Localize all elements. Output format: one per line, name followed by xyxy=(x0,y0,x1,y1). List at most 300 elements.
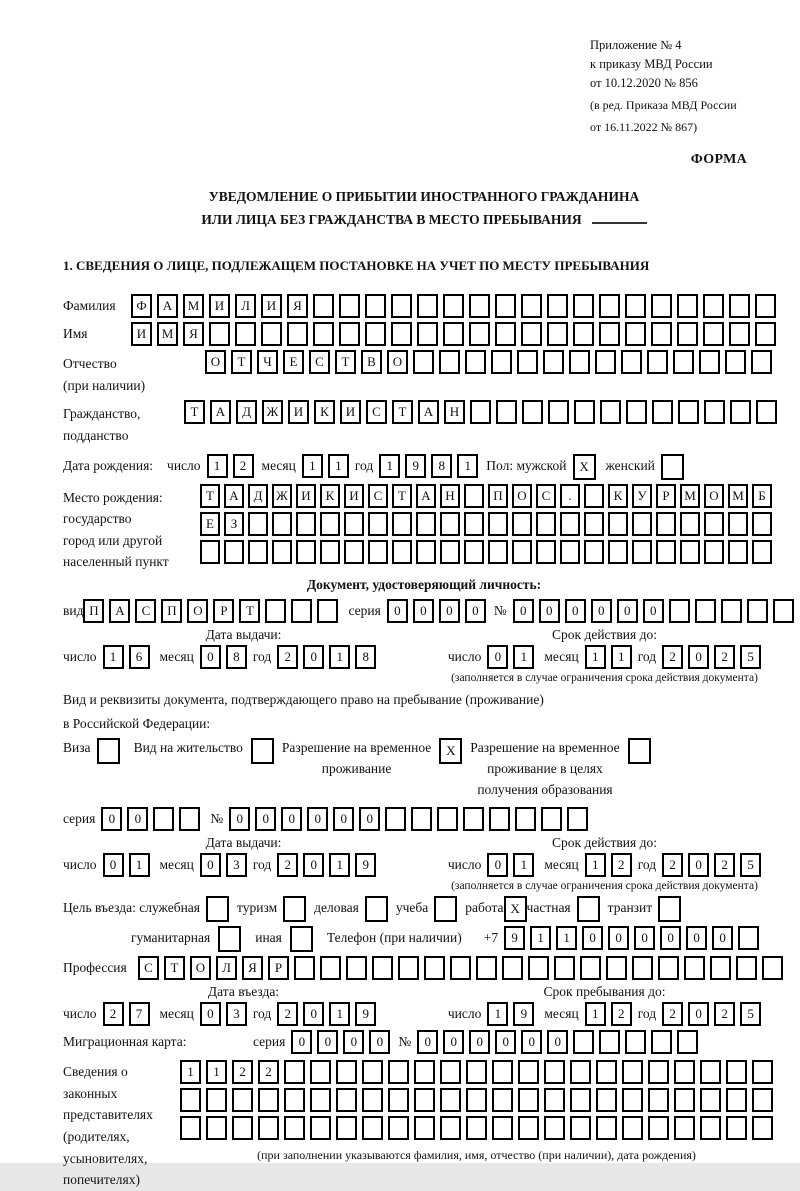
char-box: И xyxy=(344,484,364,508)
char-box: 0 xyxy=(200,853,221,877)
char-box xyxy=(515,807,536,831)
char-box xyxy=(417,294,438,318)
char-box xyxy=(577,896,600,922)
char-box: 0 xyxy=(303,1002,324,1026)
doc-valid-day-boxes xyxy=(487,645,534,669)
birth-place-line2 xyxy=(200,512,772,536)
char-box: У xyxy=(632,484,652,508)
char-box: П xyxy=(488,484,508,508)
char-box xyxy=(372,956,393,980)
doc-series-boxes xyxy=(387,599,486,623)
char-box: Л xyxy=(235,294,256,318)
purpose-other-checkbox xyxy=(290,926,313,952)
char-box xyxy=(647,350,668,374)
char-box: Е xyxy=(200,512,220,536)
char-box xyxy=(491,350,512,374)
char-box xyxy=(628,738,651,764)
char-box xyxy=(518,1088,539,1112)
stay-until-label: Срок пребывания до: xyxy=(543,984,666,1000)
char-box xyxy=(521,322,542,346)
char-box: 7 xyxy=(129,1002,150,1026)
char-box: С xyxy=(309,350,330,374)
char-box xyxy=(258,1116,279,1140)
char-box xyxy=(752,512,772,536)
char-box: 0 xyxy=(229,807,250,831)
char-box: 3 xyxy=(226,1002,247,1026)
char-box xyxy=(362,1116,383,1140)
char-box: 2 xyxy=(611,1002,632,1026)
char-box: Я xyxy=(287,294,308,318)
char-box xyxy=(434,896,457,922)
char-box xyxy=(518,1060,539,1084)
char-box: С xyxy=(135,599,156,623)
char-box: 1 xyxy=(585,853,606,877)
char-box: О xyxy=(704,484,724,508)
char-box xyxy=(651,294,672,318)
char-box: 1 xyxy=(487,1002,508,1026)
char-box xyxy=(599,294,620,318)
char-box xyxy=(440,1060,461,1084)
char-box xyxy=(673,350,694,374)
patronymic-boxes xyxy=(205,350,772,374)
permit-series-boxes xyxy=(101,807,200,831)
purpose-business-checkbox xyxy=(365,896,388,922)
char-box: Т xyxy=(200,484,220,508)
char-box: О xyxy=(205,350,226,374)
temp-permit-checkbox xyxy=(439,738,462,764)
char-box xyxy=(755,294,776,318)
char-box xyxy=(632,956,653,980)
char-box: Р xyxy=(268,956,289,980)
char-box: 8 xyxy=(226,645,247,669)
char-box: Т xyxy=(392,400,413,424)
char-box: П xyxy=(161,599,182,623)
mig-number-label: № xyxy=(398,1034,412,1050)
char-box xyxy=(652,400,673,424)
char-box xyxy=(496,400,517,424)
char-box: Т xyxy=(231,350,252,374)
char-box xyxy=(547,322,568,346)
char-box xyxy=(287,322,308,346)
char-box xyxy=(622,1088,643,1112)
entry-purpose-row xyxy=(63,896,785,922)
char-box xyxy=(388,1116,409,1140)
month-label: месяц xyxy=(159,648,194,664)
residence-doc-options-row xyxy=(63,738,785,801)
char-box xyxy=(536,512,556,536)
char-box: 9 xyxy=(513,1002,534,1026)
char-box xyxy=(622,1116,643,1140)
char-box xyxy=(489,807,510,831)
char-box xyxy=(738,926,759,950)
representatives-row xyxy=(63,1058,785,1191)
char-box xyxy=(762,956,783,980)
representatives-note: (при заполнении указываются фамилия, имя, отчество (при наличии), дата рождения) xyxy=(257,1148,696,1163)
month-label: месяц xyxy=(544,648,579,664)
char-box: О xyxy=(387,350,408,374)
doc-issue-month-boxes xyxy=(200,645,247,669)
char-box xyxy=(570,1088,591,1112)
permit-valid-year-boxes xyxy=(662,853,761,877)
surname-boxes xyxy=(131,294,776,318)
char-box: 2 xyxy=(662,1002,683,1026)
birth-place-city-label: город или другой xyxy=(63,532,163,548)
char-box xyxy=(368,512,388,536)
char-box xyxy=(248,512,268,536)
char-box xyxy=(658,956,679,980)
purpose-label: Цель въезда: служебная xyxy=(63,900,200,916)
char-box xyxy=(272,512,292,536)
char-box xyxy=(674,1060,695,1084)
char-box xyxy=(656,512,676,536)
doc-type-boxes xyxy=(83,599,338,623)
year-label: год xyxy=(252,857,272,873)
char-box xyxy=(570,1116,591,1140)
char-box xyxy=(704,540,724,564)
char-box: 6 xyxy=(129,645,150,669)
char-box xyxy=(656,540,676,564)
char-box xyxy=(320,512,340,536)
char-box: 0 xyxy=(617,599,638,623)
char-box: С xyxy=(138,956,159,980)
char-box: 0 xyxy=(688,1002,709,1026)
phone-label: Телефон (при наличии) xyxy=(326,930,462,946)
char-box xyxy=(622,1060,643,1084)
sex-female-checkbox xyxy=(661,454,684,480)
char-box xyxy=(414,1060,435,1084)
issue-date-label: Дата выдачи: xyxy=(205,626,282,642)
char-box: 0 xyxy=(127,807,148,831)
month-label: месяц xyxy=(544,857,579,873)
char-box xyxy=(466,1060,487,1084)
char-box xyxy=(440,1116,461,1140)
char-box: 0 xyxy=(359,807,380,831)
char-box xyxy=(661,454,684,480)
char-box xyxy=(464,512,484,536)
char-box: 2 xyxy=(714,645,735,669)
char-box xyxy=(684,956,705,980)
char-box: 1 xyxy=(302,454,323,478)
char-box: . xyxy=(560,484,580,508)
char-box xyxy=(573,322,594,346)
char-box: 1 xyxy=(129,853,150,877)
doc-number-label: № xyxy=(493,602,507,618)
char-box xyxy=(476,956,497,980)
char-box: 0 xyxy=(469,1030,490,1054)
char-box: 1 xyxy=(513,853,534,877)
char-box: Т xyxy=(392,484,412,508)
char-box xyxy=(522,400,543,424)
temp-permit-edu-label: Разрешение на временное проживание в целях получения образования xyxy=(470,740,620,798)
char-box: 1 xyxy=(329,645,350,669)
char-box: 0 xyxy=(465,599,486,623)
entry-date-col xyxy=(63,984,424,1026)
char-box xyxy=(362,1088,383,1112)
day-label: число xyxy=(63,648,97,664)
char-box xyxy=(392,512,412,536)
char-box xyxy=(417,322,438,346)
char-box: 0 xyxy=(565,599,586,623)
char-box xyxy=(560,540,580,564)
day-label: число xyxy=(447,648,482,664)
char-box xyxy=(512,540,532,564)
char-box xyxy=(465,350,486,374)
permit-valid-month-boxes xyxy=(585,853,632,877)
day-label: число xyxy=(447,857,482,873)
char-box: З xyxy=(224,512,244,536)
char-box xyxy=(543,350,564,374)
stay-until-col xyxy=(424,984,785,1026)
temp-permit-label: Разрешение на временное проживание xyxy=(281,740,432,777)
birth-date-row xyxy=(63,454,785,480)
permit-number-boxes xyxy=(229,807,588,831)
char-box xyxy=(544,1116,565,1140)
char-box: 0 xyxy=(101,807,122,831)
char-box xyxy=(439,350,460,374)
char-box: О xyxy=(190,956,211,980)
birth-date-label: Дата рождения: xyxy=(63,457,154,473)
char-box xyxy=(180,1116,201,1140)
doc-issue-year-boxes xyxy=(277,645,376,669)
char-box: 0 xyxy=(634,926,655,950)
char-box: 1 xyxy=(457,454,478,478)
char-box: 0 xyxy=(439,599,460,623)
char-box xyxy=(310,1116,331,1140)
char-box: Т xyxy=(184,400,205,424)
identity-doc-heading: Документ, удостоверяющий личность: xyxy=(306,576,542,592)
purpose-study-checkbox xyxy=(434,896,457,922)
permit-valid-day-boxes xyxy=(487,853,534,877)
char-box xyxy=(440,512,460,536)
char-box: В xyxy=(361,350,382,374)
char-box: Ф xyxy=(131,294,152,318)
char-box xyxy=(414,1116,435,1140)
char-box xyxy=(251,738,274,764)
char-box xyxy=(730,400,751,424)
char-box xyxy=(573,294,594,318)
char-box: Ч xyxy=(257,350,278,374)
char-box xyxy=(416,512,436,536)
char-box: Н xyxy=(440,484,460,508)
char-box: 0 xyxy=(387,599,408,623)
char-box: Р xyxy=(213,599,234,623)
char-box: 0 xyxy=(303,853,324,877)
char-box xyxy=(651,1030,672,1054)
char-box: 0 xyxy=(513,599,534,623)
char-box xyxy=(752,1116,773,1140)
char-box xyxy=(464,540,484,564)
char-box xyxy=(464,484,484,508)
char-box xyxy=(600,400,621,424)
doc-issue-day-boxes xyxy=(103,645,150,669)
char-box xyxy=(554,956,575,980)
char-box xyxy=(625,1030,646,1054)
visa-checkbox xyxy=(97,738,120,764)
char-box xyxy=(344,512,364,536)
char-box: И xyxy=(261,294,282,318)
valid-until-label: Срок действия до: xyxy=(552,626,657,642)
day-label: число xyxy=(63,1006,97,1022)
residence-doc-text2: в Российской Федерации: xyxy=(63,716,211,732)
char-box xyxy=(365,322,386,346)
char-box: 8 xyxy=(355,645,376,669)
char-box: Ж xyxy=(272,484,292,508)
char-box xyxy=(599,1030,620,1054)
form-title xyxy=(63,186,785,232)
char-box: 1 xyxy=(513,645,534,669)
char-box xyxy=(413,350,434,374)
birth-place-state-label: государство xyxy=(63,511,132,527)
char-box: X xyxy=(439,738,462,764)
char-box xyxy=(388,1088,409,1112)
char-box xyxy=(310,1060,331,1084)
char-box xyxy=(596,1116,617,1140)
given-name-row xyxy=(63,322,785,346)
char-box xyxy=(548,400,569,424)
day-label: число xyxy=(447,1006,482,1022)
char-box: А xyxy=(224,484,244,508)
char-box: 1 xyxy=(585,645,606,669)
char-box xyxy=(283,896,306,922)
char-box: 1 xyxy=(328,454,349,478)
char-box: 2 xyxy=(662,853,683,877)
tourism-label: туризм xyxy=(237,900,278,916)
char-box xyxy=(632,512,652,536)
char-box: 9 xyxy=(355,1002,376,1026)
char-box: 2 xyxy=(103,1002,124,1026)
char-box: А xyxy=(109,599,130,623)
purpose-row-2 xyxy=(63,926,785,952)
char-box xyxy=(721,599,742,623)
char-box xyxy=(310,1088,331,1112)
char-box xyxy=(677,322,698,346)
char-box: 0 xyxy=(317,1030,338,1054)
char-box: 0 xyxy=(608,926,629,950)
residence-permit-checkbox xyxy=(251,738,274,764)
char-box: И xyxy=(131,322,152,346)
char-box: 9 xyxy=(355,853,376,877)
char-box xyxy=(678,400,699,424)
char-box xyxy=(258,1088,279,1112)
char-box xyxy=(235,322,256,346)
char-box xyxy=(206,1116,227,1140)
char-box xyxy=(336,1088,357,1112)
char-box xyxy=(680,540,700,564)
char-box: А xyxy=(418,400,439,424)
appendix-line: к приказу МВД России xyxy=(590,56,713,71)
purpose-official-checkbox xyxy=(206,896,229,922)
char-box xyxy=(495,322,516,346)
char-box: 5 xyxy=(740,853,761,877)
mig-number-boxes xyxy=(417,1030,698,1054)
char-box xyxy=(560,512,580,536)
char-box xyxy=(608,512,628,536)
purpose-humanitarian-checkbox xyxy=(218,926,241,952)
char-box: 2 xyxy=(258,1060,279,1084)
char-box xyxy=(521,294,542,318)
char-box: 2 xyxy=(277,853,298,877)
char-box xyxy=(700,1088,721,1112)
char-box xyxy=(97,738,120,764)
year-label: год xyxy=(637,857,657,873)
char-box xyxy=(669,599,690,623)
sex-male-label: Пол: мужской xyxy=(486,457,567,473)
char-box xyxy=(755,322,776,346)
char-box xyxy=(179,807,200,831)
valid-until-label: Срок действия до: xyxy=(552,835,657,851)
char-box xyxy=(206,1088,227,1112)
char-box: 0 xyxy=(521,1030,542,1054)
doc-dates-row xyxy=(63,627,785,684)
day-label: число xyxy=(63,857,97,873)
char-box: 1 xyxy=(379,454,400,478)
char-box xyxy=(729,294,750,318)
char-box: 2 xyxy=(277,1002,298,1026)
char-box: X xyxy=(573,454,596,480)
other-label: иная xyxy=(255,930,282,946)
char-box xyxy=(224,540,244,564)
char-box: 0 xyxy=(688,853,709,877)
char-box xyxy=(773,599,794,623)
char-box: 0 xyxy=(307,807,328,831)
char-box xyxy=(726,1116,747,1140)
residence-doc-text: Вид и реквизиты документа, подтверждающего право на пребывание (проживание) xyxy=(63,691,544,707)
char-box xyxy=(470,400,491,424)
valid-note: (заполняется в случае ограничения срока действия документа) xyxy=(451,880,758,893)
char-box: 2 xyxy=(233,454,254,478)
char-box: 0 xyxy=(539,599,560,623)
char-box xyxy=(625,322,646,346)
char-box: Л xyxy=(216,956,237,980)
char-box: 0 xyxy=(303,645,324,669)
char-box xyxy=(674,1088,695,1112)
char-box: 1 xyxy=(103,645,124,669)
char-box xyxy=(517,350,538,374)
char-box xyxy=(726,1088,747,1112)
char-box: 3 xyxy=(226,853,247,877)
char-box xyxy=(726,1060,747,1084)
char-box xyxy=(632,540,652,564)
char-box xyxy=(704,512,724,536)
title-blank-line xyxy=(592,211,647,224)
doc-type-label: вид xyxy=(63,602,84,618)
char-box xyxy=(414,1088,435,1112)
phone-boxes xyxy=(504,926,759,950)
char-box xyxy=(648,1060,669,1084)
char-box: И xyxy=(288,400,309,424)
char-box: 2 xyxy=(714,1002,735,1026)
char-box xyxy=(284,1060,305,1084)
char-box xyxy=(443,294,464,318)
char-box: X xyxy=(504,896,527,922)
char-box xyxy=(365,294,386,318)
char-box xyxy=(365,896,388,922)
year-label: год xyxy=(252,1006,272,1022)
char-box xyxy=(492,1088,513,1112)
given-name-label: Имя xyxy=(63,326,88,342)
stay-day-boxes xyxy=(487,1002,534,1026)
char-box: 0 xyxy=(103,853,124,877)
purpose-private-checkbox xyxy=(577,896,600,922)
char-box: 0 xyxy=(547,1030,568,1054)
char-box xyxy=(200,540,220,564)
patronymic-label: Отчество (при наличии) xyxy=(63,350,205,396)
char-box: 0 xyxy=(487,645,508,669)
citizenship-label: Гражданство, подданство xyxy=(63,406,141,443)
char-box xyxy=(541,807,562,831)
char-box: Ж xyxy=(262,400,283,424)
visa-label: Виза xyxy=(63,740,91,756)
